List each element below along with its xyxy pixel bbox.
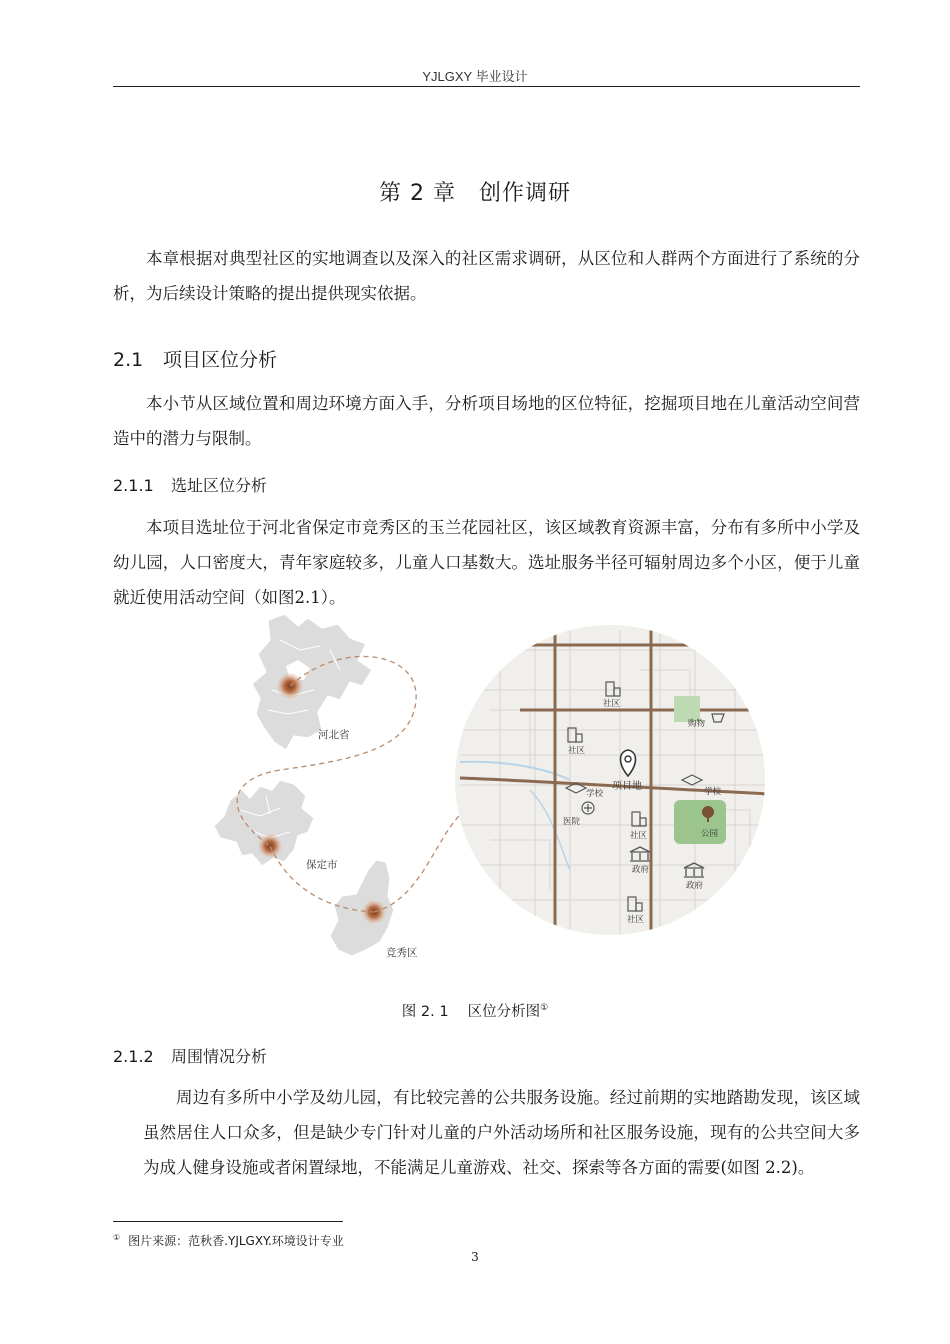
footnote-rule (113, 1221, 343, 1222)
section-2-1-body (113, 386, 860, 456)
section-paragraph: 本小节从区域位置和周边环境方面入手，分析项目场地的区位特征，挖掘项目地在儿童活动空间营造中的潜力与限制。 (113, 394, 860, 448)
svg-text:政府: 政府 (686, 881, 704, 891)
svg-text:社区: 社区 (630, 831, 648, 841)
footnote (113, 1232, 344, 1249)
svg-text:项目地: 项目地 (612, 781, 642, 792)
svg-text:学校: 学校 (704, 787, 722, 797)
jingxiu-label: 竞秀区 (386, 947, 418, 959)
location-map-graphic (190, 610, 770, 978)
section-paragraph: 本项目选址位于河北省保定市竞秀区的玉兰花园社区，该区域教育资源丰富，分布有多所中小学及幼儿园，人口密度大，青年家庭较多，儿童人口基数大。选址服务半径可辐射周边多个小区，便于儿童就近使用活动空间（如图2.1）。 (113, 518, 860, 607)
svg-text:学校: 学校 (586, 789, 604, 799)
svg-text:社区: 社区 (568, 746, 586, 756)
svg-text:公园: 公园 (701, 829, 719, 839)
footnote-mark: ① (113, 1233, 121, 1242)
intro-paragraph: 本章根据对典型社区的实地调查以及深入的社区需求调研，从区位和人群两个方面进行了系统的分析，为后续设计策略的提出提供现实依据。 (113, 249, 860, 303)
caption-footnote-mark: ① (540, 1003, 549, 1014)
hebei-label: 河北省 (318, 729, 350, 741)
subsection-heading-2-1-2 (113, 1044, 267, 1067)
figure-caption (0, 1000, 950, 1021)
location-analysis-figure (190, 610, 770, 978)
section-2-1-1-body (113, 510, 860, 615)
section-2-1-2-body (143, 1080, 860, 1185)
baoding-label: 保定市 (306, 859, 338, 871)
subsection-title: 周围情况分析 (171, 1047, 268, 1066)
chapter-intro (113, 241, 860, 311)
svg-text:医院: 医院 (563, 817, 581, 827)
chapter-title: 第 2 章 创作调研 (379, 181, 571, 206)
svg-text:政府: 政府 (632, 865, 650, 875)
subsection-heading-2-1-1 (113, 473, 267, 496)
hebei-province-shape (252, 614, 372, 750)
page-number: 3 (471, 1250, 479, 1264)
section-heading-2-1 (113, 345, 277, 372)
footnote-text: 图片来源：范秋香.YJLGXY.环境设计专业 (128, 1234, 344, 1248)
section-title: 项目区位分析 (163, 349, 278, 371)
subsection-number: 2.1.2 (113, 1047, 154, 1066)
section-paragraph: 周边有多所中小学及幼儿园，有比较完善的公共服务设施。经过前期的实地踏勘发现，该区域虽然居住人口众多，但是缺少专门针对儿童的户外活动场所和社区服务设施，现有的公共空间大多为成人健身设施或者闲置绿地，不能满足儿童游戏、社交、探索等各方面的需要(如图 2.2)。 (143, 1088, 860, 1177)
caption-text: 图 2. 1 区位分析图 (401, 1004, 541, 1020)
header-rule (113, 86, 860, 87)
park-area (674, 800, 726, 844)
svg-text:社区: 社区 (627, 915, 645, 925)
page-header: YJLGXY 毕业设计 (422, 69, 528, 84)
subsection-title: 选址区位分析 (171, 476, 268, 495)
subsection-number: 2.1.1 (113, 476, 154, 495)
section-number: 2.1 (113, 349, 144, 371)
svg-text:购物: 购物 (688, 719, 706, 729)
svg-text:社区: 社区 (603, 699, 621, 709)
